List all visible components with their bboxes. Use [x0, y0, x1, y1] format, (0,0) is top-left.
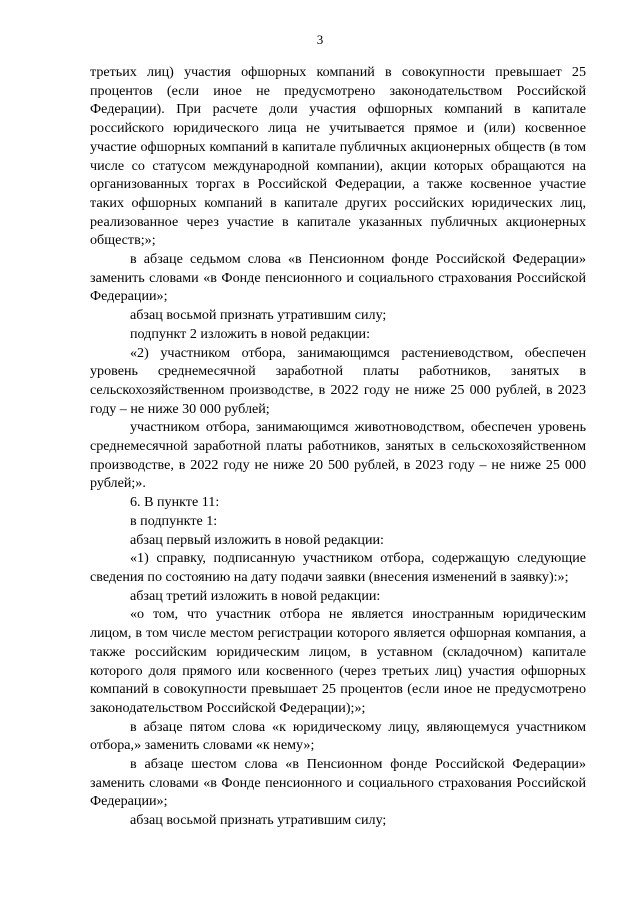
paragraph: третьих лиц) участия офшорных компаний в совокупности превышает 25 процентов (если иное не предусмотрено законодательством Российской Федерации). При расчете доли участия офшорных компаний в капитале российского юридического лица не учитывается прямое и (или) косвенное участие офшорных компаний в капитале публичных акционерных обществ (в том числе со статусом международной компании), акции которых обращаются на организованных торгах в Российской Федерации, а также косвенное участие таких офшорных компаний в капитале других российских юридических лиц, реализованное через участие в капитале указанных публичных акционерных обществ;»; [90, 64, 586, 249]
paragraph: «1) справку, подписанную участником отбора, содержащую следующие сведения по состоянию на дату подачи заявки (внесения изменений в заявку):»; [90, 550, 586, 585]
paragraph: 6. В пункте 11: [130, 494, 220, 511]
paragraph: абзац восьмой признать утратившим силу; [130, 307, 387, 324]
paragraph: «о том, что участник отбора не является иностранным юридическим лицом, в том числе местом регистрации которого является офшорная компания, а также российским юридическим лицом, в уставном (складочном) капитале которого доля прямого или косвенного (через третьих лиц) участия офшорных компаний в совокупности превышает 25 процентов (если иное не предусмотрено законодательством Российской Федерации);»; [90, 606, 586, 716]
paragraph: в абзаце седьмом слова «в Пенсионном фонде Российской Федерации» заменить словами «в Фонде пенсионного и социального страхования Российской Федерации»; [90, 251, 586, 305]
page-number: 3 [316, 32, 324, 47]
paragraph: в подпункте 1: [130, 512, 218, 529]
paragraph: абзац третий изложить в новой редакции: [130, 587, 381, 604]
paragraph: абзац первый изложить в новой редакции: [130, 531, 384, 548]
paragraph: подпункт 2 изложить в новой редакции: [130, 325, 370, 342]
paragraph: в абзаце шестом слова «в Пенсионном фонде Российской Федерации» заменить словами «в Фонде пенсионного и социального страхования Российской Федерации»; [90, 756, 586, 810]
paragraph: абзац восьмой признать утратившим силу; [130, 812, 387, 829]
paragraph: участником отбора, занимающимся животноводством, обеспечен уровень среднемесячной заработной платы работников, занятых в сельскохозяйственном производстве, в 2022 году не ниже 20 500 рублей, в 2023 году – не ниже 25 000 рублей;». [90, 419, 586, 492]
paragraph: в абзаце пятом слова «к юридическому лицу, являющемуся участником отбора,» заменить словами «к нему»; [90, 718, 586, 754]
paragraph: «2) участником отбора, занимающимся растениеводством, обеспечен уровень среднемесячной заработной платы работников, занятых в сельскохозяйственном производстве, в 2022 году не ниже 25 000 рублей, в 2023 году – не ниже 30 000 рублей; [90, 344, 586, 417]
document-body [90, 63, 586, 830]
